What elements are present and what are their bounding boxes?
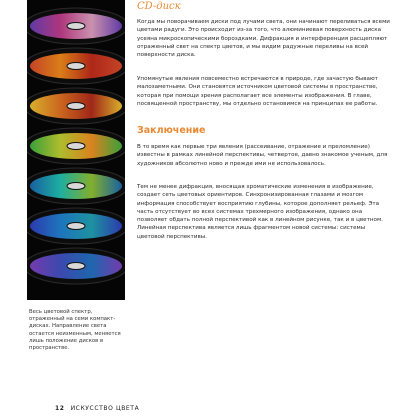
disc-hub — [67, 183, 85, 190]
cd-stack-image — [27, 0, 125, 300]
paragraph-conclusion-1: В то время как первые три явления (рассеивание, отражение и преломление) известны в рамках линейной перспективы, четвертое, давно знакомое ученым, для художников абсолютно ново и прежде ими не использовалось. — [137, 144, 388, 167]
disc-hub — [67, 263, 85, 270]
section-heading-cd: CD-диск — [137, 1, 181, 12]
disc-hub — [67, 103, 85, 110]
photo-caption: Весь цветовой спектр, отраженный на семи компакт-дисках. Направление света остается неизменным, меняется лишь положение дисков в пространстве. — [29, 309, 121, 352]
paragraph-conclusion-2: Тем не менее дифракция, вносящая хроматические изменения в изображение, создает сеть цветовых ориентиров. Синхронизированная глазами и мозгом информация способствует восприятию глубины, которое дополняет рельеф. Эта часть отсутствует во всех системах трехмерного изображения, однако она позволяет обдать полной перспективой как в линейном рисунке, так и в цветном. Линейная перспектива является лишь фрагментом новой системы: системы цветовой перспективы. — [137, 184, 383, 240]
page-footer — [55, 405, 139, 412]
disc-hub — [67, 143, 85, 150]
paragraph-cd-1: Когда мы поворачиваем диски под лучами света, они начинают переливаться всеми цветами радуги. Это происходит из-за того, что алюминиевая поверхность диска усеяна микроскопическими бороздками. Дифракция и интерференция расщепляют отраженный свет на спектр цветов, и мы видим радужные переливы на всей поверхности диска. — [137, 19, 390, 59]
page-number: 12 — [55, 405, 65, 412]
disc-hub — [67, 63, 85, 70]
cd-spectrum-photo — [27, 0, 125, 300]
paragraph-cd-2: Упомянутые явления повсеместно встречаются в природе, где зачастую бывают малозаметными. Они становятся источником цветовой системы в пространстве, которая при помощи зрения располагает все элементы изображения. В главе, посвященной пространству, мы отдельно остановимся на принципах ее работы. — [137, 76, 378, 107]
section-heading-conclusion: Заключение — [137, 125, 206, 136]
running-title: ИСКУССТВО ЦВЕТА — [70, 405, 140, 412]
disc-hub — [67, 23, 85, 30]
disc-hub — [67, 223, 85, 230]
